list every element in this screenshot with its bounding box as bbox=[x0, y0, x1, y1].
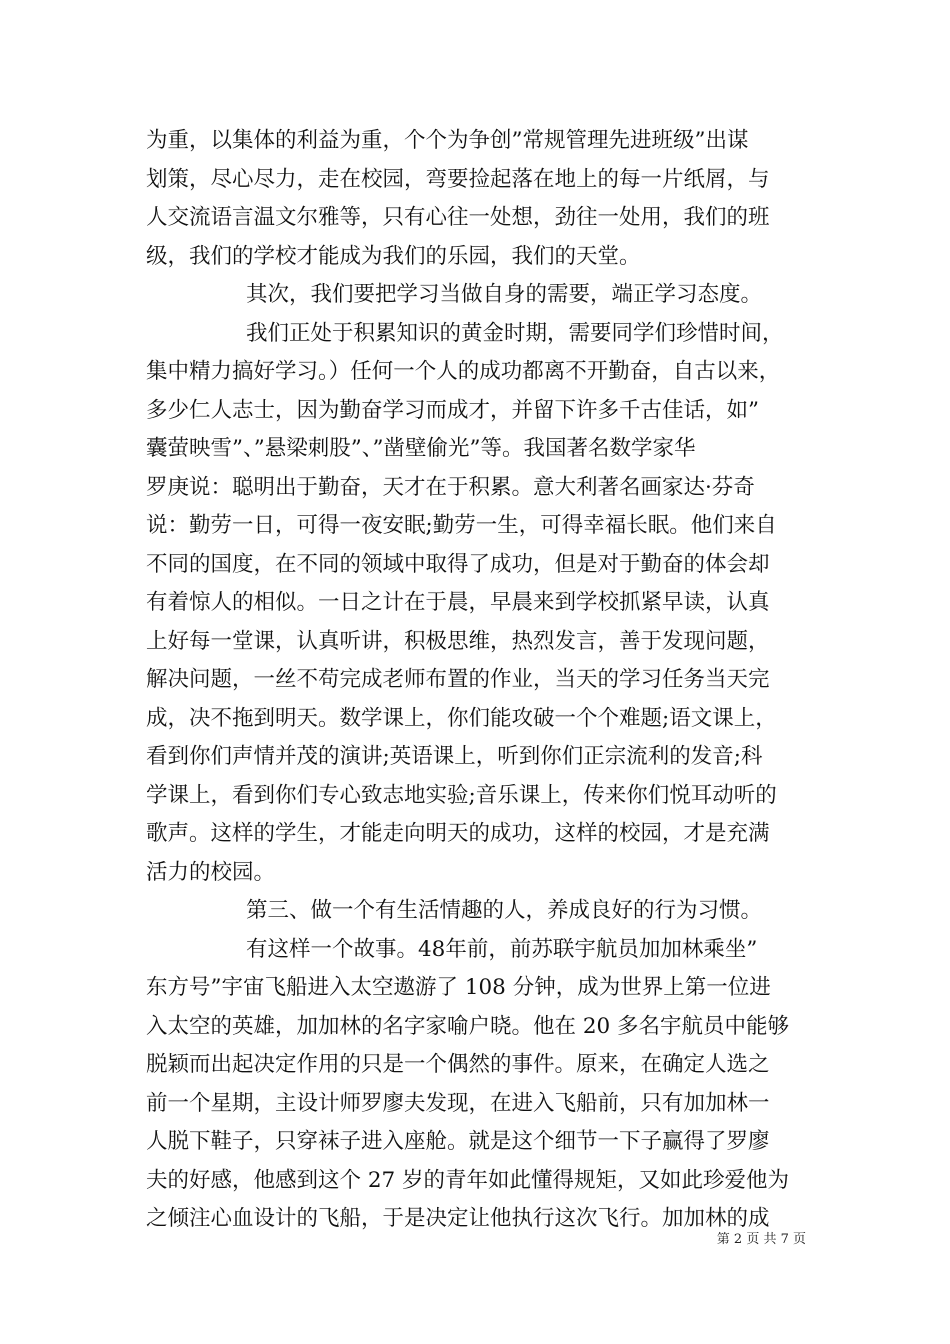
text-line: 多少仁人志士，因为勤奋学习而成才，并留下许多千古佳话，如” bbox=[146, 397, 759, 423]
text-line: 活力的校园。 bbox=[146, 859, 276, 885]
text-line: 罗庚说：聪明出于勤奋，天才在于积累。意大利著名画家达·芬奇 bbox=[146, 474, 755, 500]
text-line: 囊萤映雪”、”悬梁刺股”、”凿壁偷光”等。我国著名数学家华 bbox=[146, 436, 696, 461]
text-line: 集中精力搞好学习。）任何一个人的成功都离不开勤奋，自古以来， bbox=[146, 359, 781, 384]
text-line: 第三、做一个有生活情趣的人，养成良好的行为习惯。 bbox=[246, 898, 763, 923]
text-line: 脱颖而出起决定作用的只是一个偶然的事件。原来，在确定人选之 bbox=[146, 1052, 770, 1077]
text-line: 有这样一个故事。48年前，前苏联宇航员加加林乘坐” bbox=[246, 936, 758, 962]
text-line: 有着惊人的相似。一日之计在于晨，早晨来到学校抓紧早读，认真 bbox=[146, 590, 770, 615]
text-line: 说：勤劳一日，可得一夜安眠;勤劳一生，可得幸福长眠。他们来自 bbox=[146, 513, 777, 538]
text-line: 为重，以集体的利益为重，个个为争创”常规管理先进班级”出谋 bbox=[146, 128, 749, 153]
text-line: 看到你们声情并茂的演讲;英语课上，听到你们正宗流利的发音;科 bbox=[146, 744, 763, 769]
text-line: 歌声。这样的学生，才能走向明天的成功，这样的校园，才是充满 bbox=[146, 821, 770, 846]
text-line: 级，我们的学校才能成为我们的乐园，我们的天堂。 bbox=[146, 243, 641, 269]
text-line: 不同的国度，在不同的领域中取得了成功，但是对于勤奋的体会却 bbox=[146, 551, 770, 577]
text-line: 人交流语言温文尔雅等，只有心往一处想，劲往一处用，我们的班 bbox=[146, 205, 770, 230]
text-line: 东方号”宇宙飞船进入太空遨游了 108 分钟，成为世界上第一位进 bbox=[146, 975, 771, 1000]
text-line: 前一个星期，主设计师罗廖夫发现，在进入飞船前，只有加加林一 bbox=[146, 1090, 770, 1116]
page-number: 第 2 页 共 7 页 bbox=[716, 1232, 806, 1247]
text-line: 成，决不拖到明天。数学课上，你们能攻破一个个难题;语文课上， bbox=[146, 705, 777, 731]
text-line: 之倾注心血设计的飞船，于是决定让他执行这次飞行。加加林的成 bbox=[146, 1206, 770, 1231]
text-line: 入太空的英雄，加加林的名字家喻户晓。他在 20 多名宇航员中能够 bbox=[146, 1013, 790, 1039]
text-line: 人脱下鞋子，只穿袜子进入座舱。就是这个细节一下子赢得了罗廖 bbox=[146, 1129, 770, 1154]
text-line: 解决问题，一丝不苟完成老师布置的作业，当天的学习任务当天完 bbox=[146, 667, 770, 692]
document-body bbox=[146, 122, 806, 1239]
text-line: 我们正处于积累知识的黄金时期，需要同学们珍惜时间， bbox=[246, 320, 784, 346]
text-line: 学课上，看到你们专心致志地实验;音乐课上，传来你们悦耳动听的 bbox=[146, 782, 777, 808]
text-line: 上好每一堂课，认真听讲，积极思维，热烈发言，善于发现问题， bbox=[146, 628, 770, 654]
text-line: 其次，我们要把学习当做自身的需要，端正学习态度。 bbox=[246, 282, 763, 307]
text-line: 夫的好感，他感到这个 27 岁的青年如此懂得规矩，又如此珍爱他为 bbox=[146, 1167, 790, 1193]
text-line: 划策，尽心尽力，走在校园，弯要捡起落在地上的每一片纸屑，与 bbox=[146, 166, 770, 192]
